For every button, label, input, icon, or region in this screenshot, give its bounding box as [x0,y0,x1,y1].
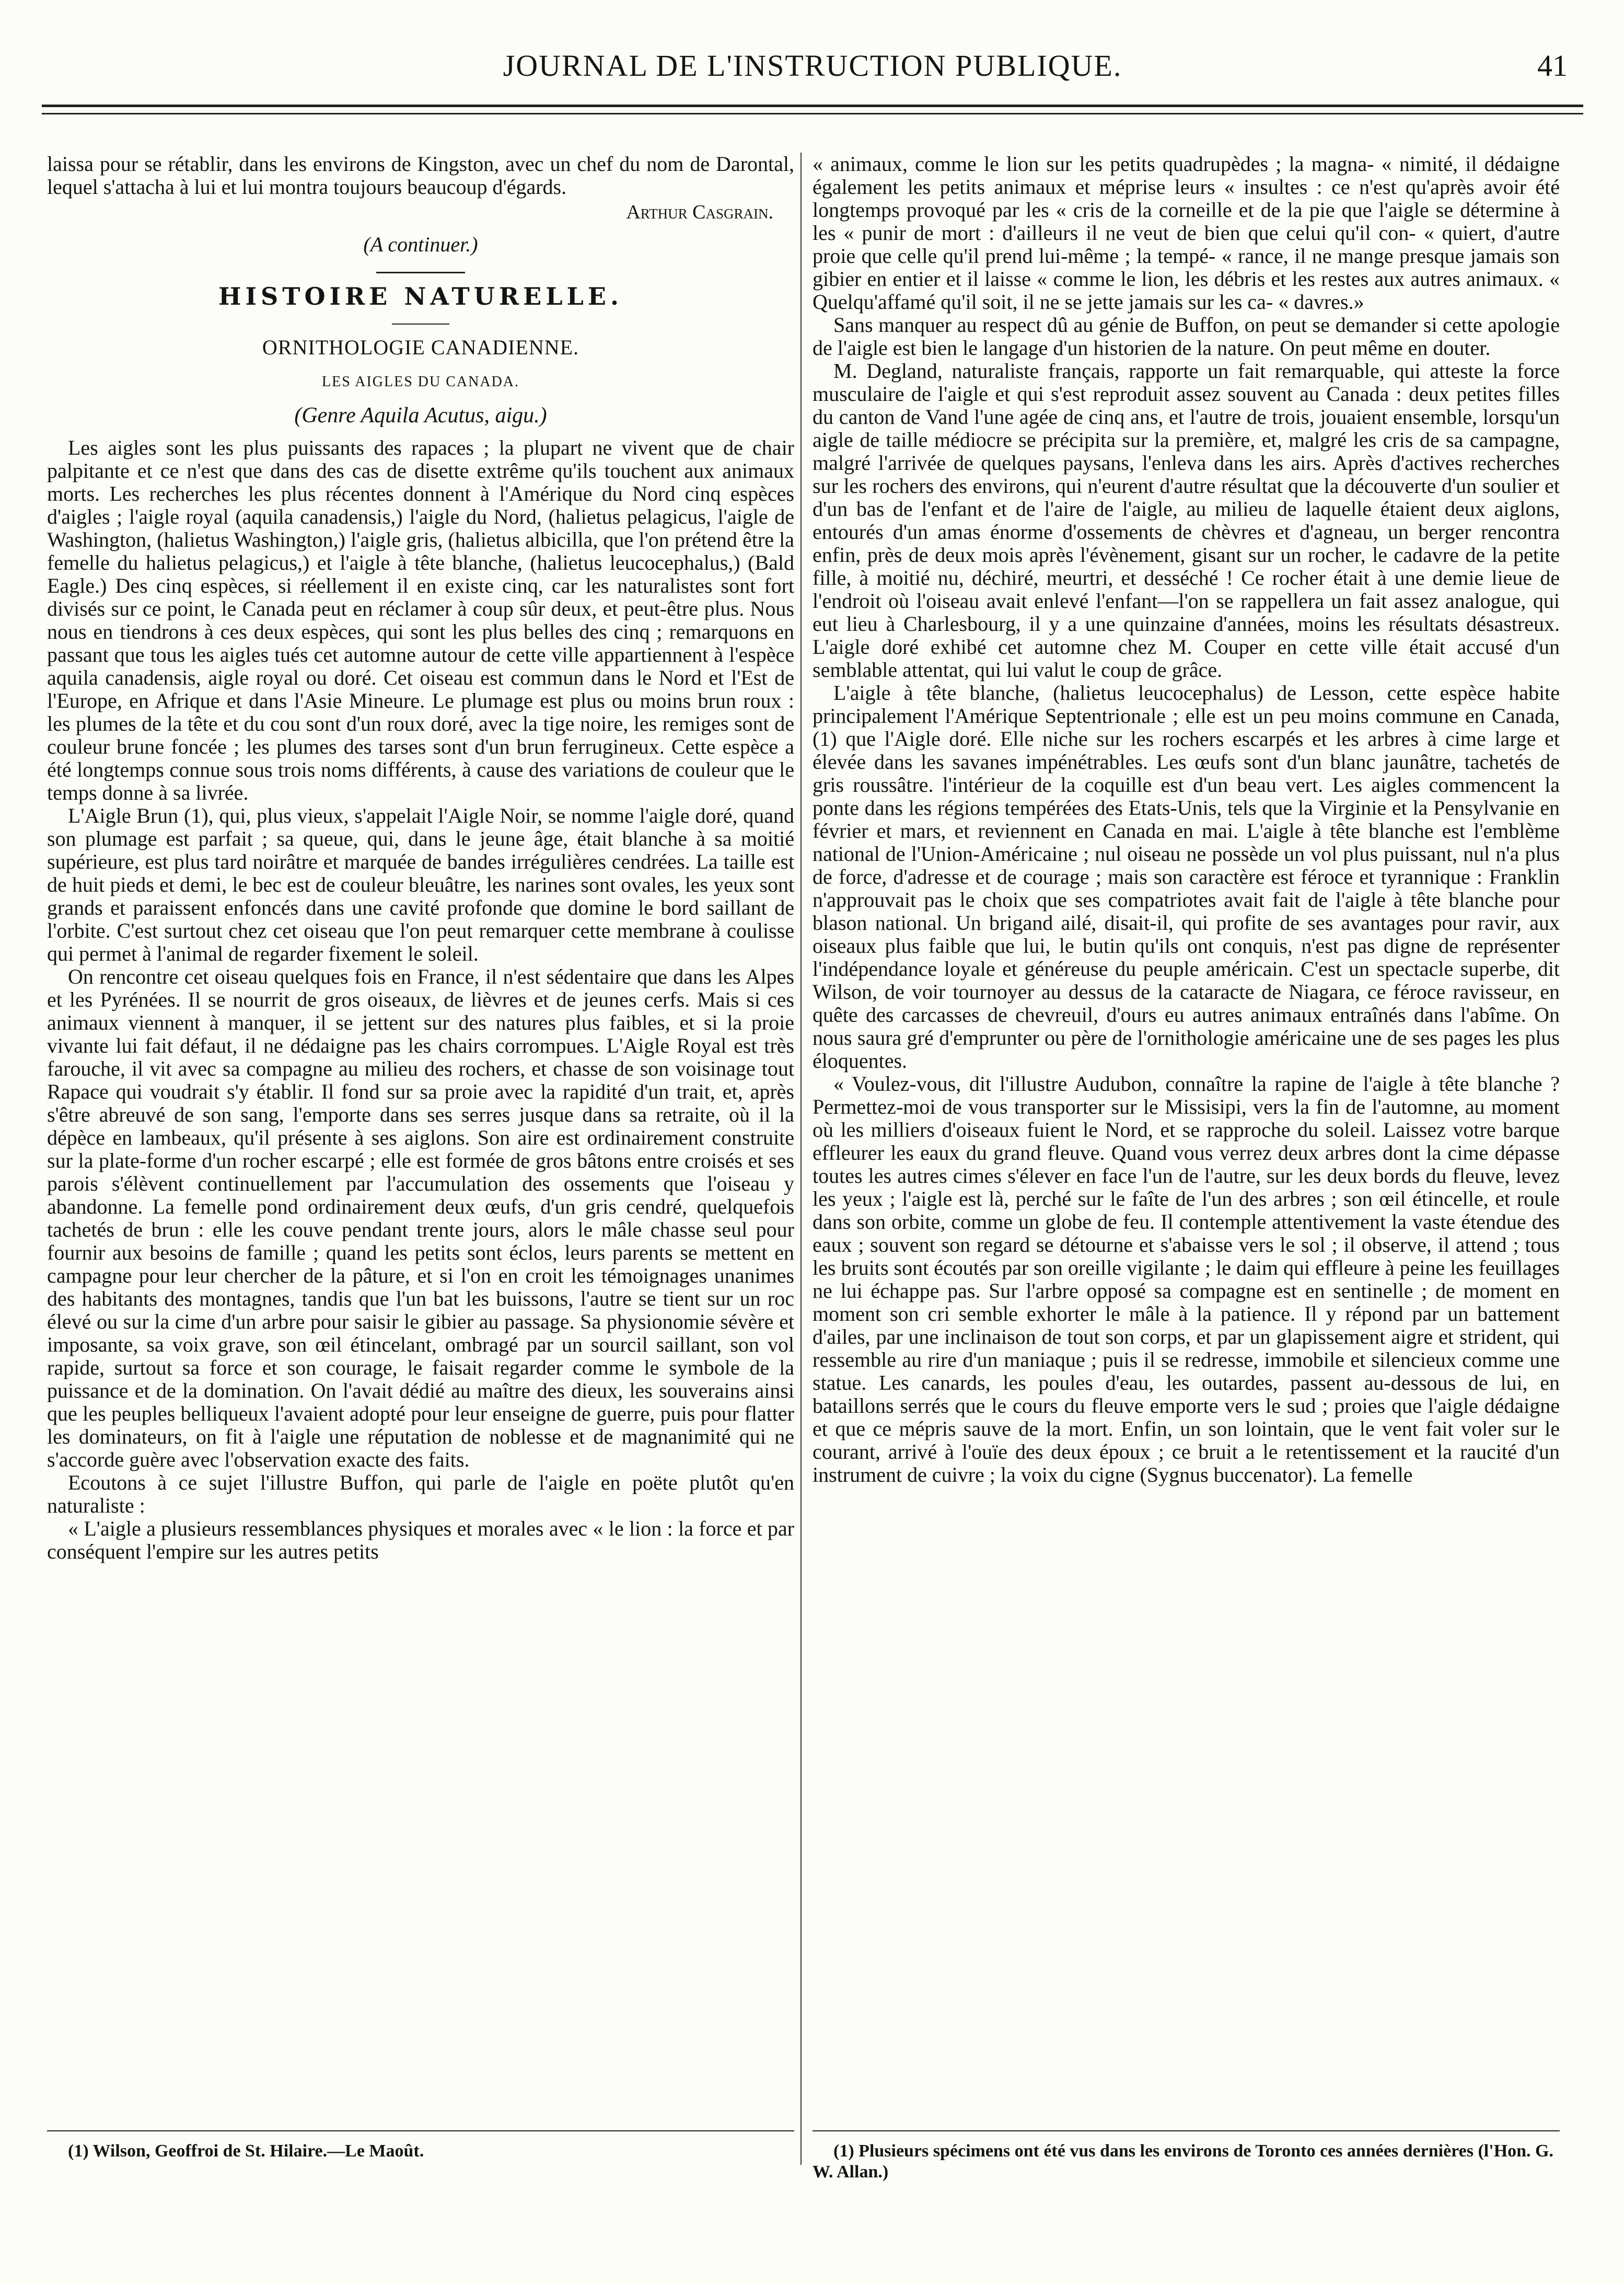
footnote-rule-left [47,2130,794,2131]
header-rule-top [42,105,1583,107]
page-number: 41 [1537,49,1568,83]
page-header [42,48,1583,111]
left-column [47,153,794,2139]
intro-paragraph: laissa pour se rétablir, dans les environs de Kingston, avec un chef du nom de Darontal, lequel s'attacha à lui et lui montra toujours beaucoup d'égards. [47,153,794,199]
article-subheading: ORNITHOLOGIE CANADIENNE. [262,336,579,359]
article-small-heading: LES AIGLES DU CANADA. [322,374,519,390]
genus-line: (Genre Aquila Acutus, aigu.) [294,403,547,428]
footnote-rule-right [813,2130,1560,2131]
paragraph: « Voulez-vous, dit l'illustre Audubon, connaître la rapine de l'aigle à tête blanche ? Permettez-moi de vous transporter sur le Missisipi, vers la fin de l'automne, au moment où les milliers d'oiseaux fuient le Nord, et se rapproche du soleil. Laissez votre barque effleurer les eaux du grand fleuve. Quand vous verrez deux arbres dont la cime dépasse toutes les autres cimes s'élever en face l'un de l'autre, sur les deux bords du fleuve, levez les yeux ; l'aigle est là, perché sur le faîte de l'un des arbres ; son œil étincelle, et roule dans son orbite, comme un globe de feu. Il contemple attentivement la vaste étendue des eaux ; souvent son regard se détourne et s'abaisse vers le sol ; il observe, il attend ; tous les bruits sont écoutés par son oreille vigilante ; le daim qui effleure à peine les feuillages ne lui échappe pas. Sur l'arbre opposé sa compagne est en sentinelle ; de moment en moment son cri semble exhorter le mâle à la patience. Il y répond par un battement d'ailes, par une inclinaison de tout son corps, et par un glapissement aigre et strident, qui ressemble au rire d'un maniaque ; puis il se redresse, immobile et silencieux comme une statue. Les canards, les poules d'eau, les outardes, passent au-dessous de lui, en bataillons serrés que le cours du fleuve emporte vers le sud ; proies que l'aigle dédaigne et que ce mépris sauve de la mort. Enfin, un son lointain, que le vent fait voler sur le courant, arrivé à l'ouïe des deux époux ; ce bruit a le retentissement et la raucité d'un instrument de cuivre ; la voix du cigne (Sygnus buccenator). La femelle [813,1072,1560,1486]
header-rule-bottom [42,113,1583,114]
right-column [813,153,1560,2139]
paragraph: « L'aigle a plusieurs ressemblances physiques et morales avec « le lion : la force et par conséquent l'empire sur les autres petits [47,1517,794,1563]
footnote-left: (1) Wilson, Geoffroi de St. Hilaire.—Le Maoût. [68,2141,424,2161]
paragraph: On rencontre cet oiseau quelques fois en France, il n'est sédentaire que dans les Alpes et les Pyrénées. Il se nourrit de gros oiseaux, de lièvres et de jeunes cerfs. Mais si ces animaux viennent à manquer, il se jettent sur des natures plus faibles, et si la proie vivante lui fait défaut, il ne dédaigne pas les chairs corrompues. L'Aigle Royal est très farouche, il vit avec sa compagne au milieu des rochers, et chasse de son voisinage tout Rapace qui voudrait s'y établir. Il fond sur sa proie avec la rapidité d'un trait, et, après s'être abreuvé de son sang, l'emporte dans ses serres jusque dans sa retraite, où il la dépèce en lambeaux, qu'il présente à ses aiglons. Son aire est ordinairement construite sur la plate-forme d'un rocher escarpé ; elle est formée de gros bâtons entre croisés et ses parois s'élèvent continuellement par l'accumulation des ossements que l'oiseau y abandonne. La femelle pond ordinairement deux œufs, d'un gris cendré, quelquefois tachetés de brun : elle les couve pendant trente jours, alors le mâle chasse seul pour fournir aux besoins de famille ; quand les petits sont éclos, leurs parents se mettent en campagne pour leur chercher de la pâture, et si l'on en croit les témoignages unanimes des habitants des montagnes, tandis que l'un bat les buissons, l'autre se tient sur un roc élevé ou sur la cime d'un arbre pour saisir le gibier au passage. Sa physionomie sévère et imposante, sa voix grave, son œil étincelant, ombragé par un sourcil saillant, son vol rapide, surtout sa force et son courage, le faisait regarder comme le symbole de la puissance et de la domination. On l'avait dédié au maître des dieux, les souverains ainsi que les peuples belliqueux l'avaient adopté pour leur enseigne de guerre, puis pour flatter les dominateurs, on fit à l'aigle une réputation de noblesse et de magnanimité qui ne s'accorde guère avec l'observation exacte des faits. [47,965,794,1471]
column-divider [801,153,802,2165]
paragraph: Les aigles sont les plus puissants des rapaces ; la plupart ne vivent que de chair palpitante et ce n'est que dans des cas de disette extrême qu'ils touchent aux animaux morts. Les recherches les plus récentes donnent à l'Amérique du Nord cinq espèces d'aigles ; l'aigle royal (aquila canadensis,) l'aigle du Nord, (halietus pelagicus, l'aigle de Washington, (halietus Washington,) l'aigle gris, (halietus albicilla, que l'on prétend être la femelle du halietus pelagicus,) et l'aigle à tête blanche, (halietus leucocephalus,) (Bald Eagle.) Des cinq espèces, si réellement il en existe cinq, car les naturalistes sont fort divisés sur ce point, le Canada peut en réclamer à coup sûr deux, et peut-être plus. Nous nous en tiendrons à ces deux espèces, qui sont les plus belles des cinq ; remarquons en passant que tous les aigles tués cet automne autour de cette ville appartiennent à l'espèce aquila canadensis, aigle royal ou doré. Cet oiseau est commun dans le Nord et l'Est de l'Europe, en Afrique et dans l'Asie Mineure. Le plumage est plus ou moins brun roux : les plumes de la tête et du cou sont d'un roux doré, avec la tige noire, les remiges sont de couleur brune foncée ; les plumes des tarses sont d'un brun ferrugineux. Cette espèce a été longtemps connue sous trois noms différents, à cause des variations de couleur que le temps donne à sa livrée. [47,436,794,804]
to-continue-note: (A continuer.) [363,233,478,256]
paragraph: Ecoutons à ce sujet l'illustre Buffon, qui parle de l'aigle en poëte plutôt qu'en naturaliste : [47,1471,794,1517]
author-signature: Arthur Casgrain. [626,201,773,223]
paragraph: « animaux, comme le lion sur les petits quadrupèdes ; la magna- « nimité, il dédaigne également les petits animaux et méprise leurs « insultes : ce n'est qu'après avoir été longtemps provoqué par les « cris de la corneille et de la pie que l'aigle se détermine à les « punir de mort : d'ailleurs il ne veut de bien que celui qu'il con- « quiert, d'autre proie que celle qu'il prend lui-même ; la tempé- « rance, il ne mange presque jamais son gibier en entier et il laisse « comme le lion, les débris et les restes aux autres animaux. « Quelqu'affamé qu'il soit, il ne se jette jamais sur les ca- « davres.» [813,153,1560,314]
section-divider [376,272,465,273]
paragraph: M. Degland, naturaliste français, rapporte un fait remarquable, qui atteste la force musculaire de l'aigle et qui s'est reproduit assez souvent au Canada : deux petites filles du canton de Vand l'une agée de cinq ans, et l'autre de trois, jouaient ensemble, lorsqu'un aigle de taille médiocre se précipita sur la première, et, malgré les cris de sa campagne, malgré l'arrivée de quelques paysans, l'enleva dans les airs. Après d'actives recherches sur les rochers des environs, qui n'eurent d'autre résultat que la découverte d'un soulier et d'un bas de l'enfant et de l'aire de l'aigle, au milieu de laquelle étaient deux aiglons, entourés d'un amas énorme d'ossements de chèvres et d'agneau, un berger rencontra enfin, près de deux mois après l'évènement, gisant sur un rocher, le cadavre de la petite fille, à moitié nu, déchiré, meurtri, et desséché ! Ce rocher était à une demie lieue de l'endroit où l'oiseau avait enlevé l'enfant—l'on se rappellera un fait assez analogue, qui eut lieu à Charlesbourg, il y a une quinzaine d'années, moins les résultats désastreux. L'aigle doré exhibé cet automne chez M. Couper en cette ville était accusé d'un semblable attentat, qui lui valut le coup de grâce. [813,359,1560,682]
paragraph: L'aigle à tête blanche, (halietus leucocephalus) de Lesson, cette espèce habite principalement l'Amérique Septentrionale ; elle est un peu moins commune en Canada, (1) que l'Aigle doré. Elle niche sur les rochers escarpés et les arbres à cime large et élevée dans les savanes impénétrables. Les œufs sont d'un blanc jaunâtre, tachetés de gris roussâtre. l'intérieur de la coquille est d'un beau vert. Les aigles commencent la ponte dans les régions tempérées des Etats-Unis, tels que la Virginie et la Pensylvanie en février et mars, et reviennent en Canada en mai. L'aigle à tête blanche est l'emblème national de l'Union-Américaine ; nul oiseau ne possède un vol plus puissant, nul n'a plus de force, d'adresse et de courage ; mais son caractère est féroce et tyrannique : Franklin n'approuvait pas le choix que ses compatriotes avait fait de l'aigle à tête blanche pour blason national. Un brigand ailé, disait-il, qui profite de ses avantages pour ravir, aux oiseaux plus faible que lui, le butin qu'ils ont conquis, n'est pas digne de représenter l'indépendance loyale et généreuse du peuple américain. C'est un spectacle superbe, dit Wilson, de voir tournoyer au dessus de la cataracte de Niagara, ce féroce ravisseur, en quête des carcasses de chevreuil, d'ours eu autres animaux entraînés dans l'abîme. On nous saura gré d'emprunter ou père de l'ornithologie américaine une de ses pages les plus éloquentes. [813,681,1560,1072]
heading-divider [392,324,449,325]
paragraph: Sans manquer au respect dû au génie de Buffon, on peut se demander si cette apologie de l'aigle est bien le langage d'un historien de la nature. On peut même en douter. [813,313,1560,360]
footnote-right: (1) Plusieurs spécimens ont été vus dans les environs de Toronto ces années dernières (l'Hon. G. W. Allan.) [813,2141,1553,2182]
paragraph: L'Aigle Brun (1), qui, plus vieux, s'appelait l'Aigle Noir, se nomme l'aigle doré, quand son plumage est parfait ; sa queue, qui, dans le jeune âge, était blanche à sa moitié supérieure, est plus tard noirâtre et marquée de bandes irrégulières cendrées. La taille est de huit pieds et demi, le bec est de couleur bleuâtre, les narines sont ovales, les yeux sont grands et paraissent enfoncés dans une cavité profonde que domine le bord saillant de l'orbite. C'est surtout chez cet oiseau que l'on peut remarquer cette membrane à coulisse qui permet à l'animal de regarder fixement le soleil. [47,804,794,965]
journal-title: JOURNAL DE L'INSTRUCTION PUBLIQUE. [503,49,1122,83]
section-heading: HISTOIRE NATURELLE. [218,282,623,310]
